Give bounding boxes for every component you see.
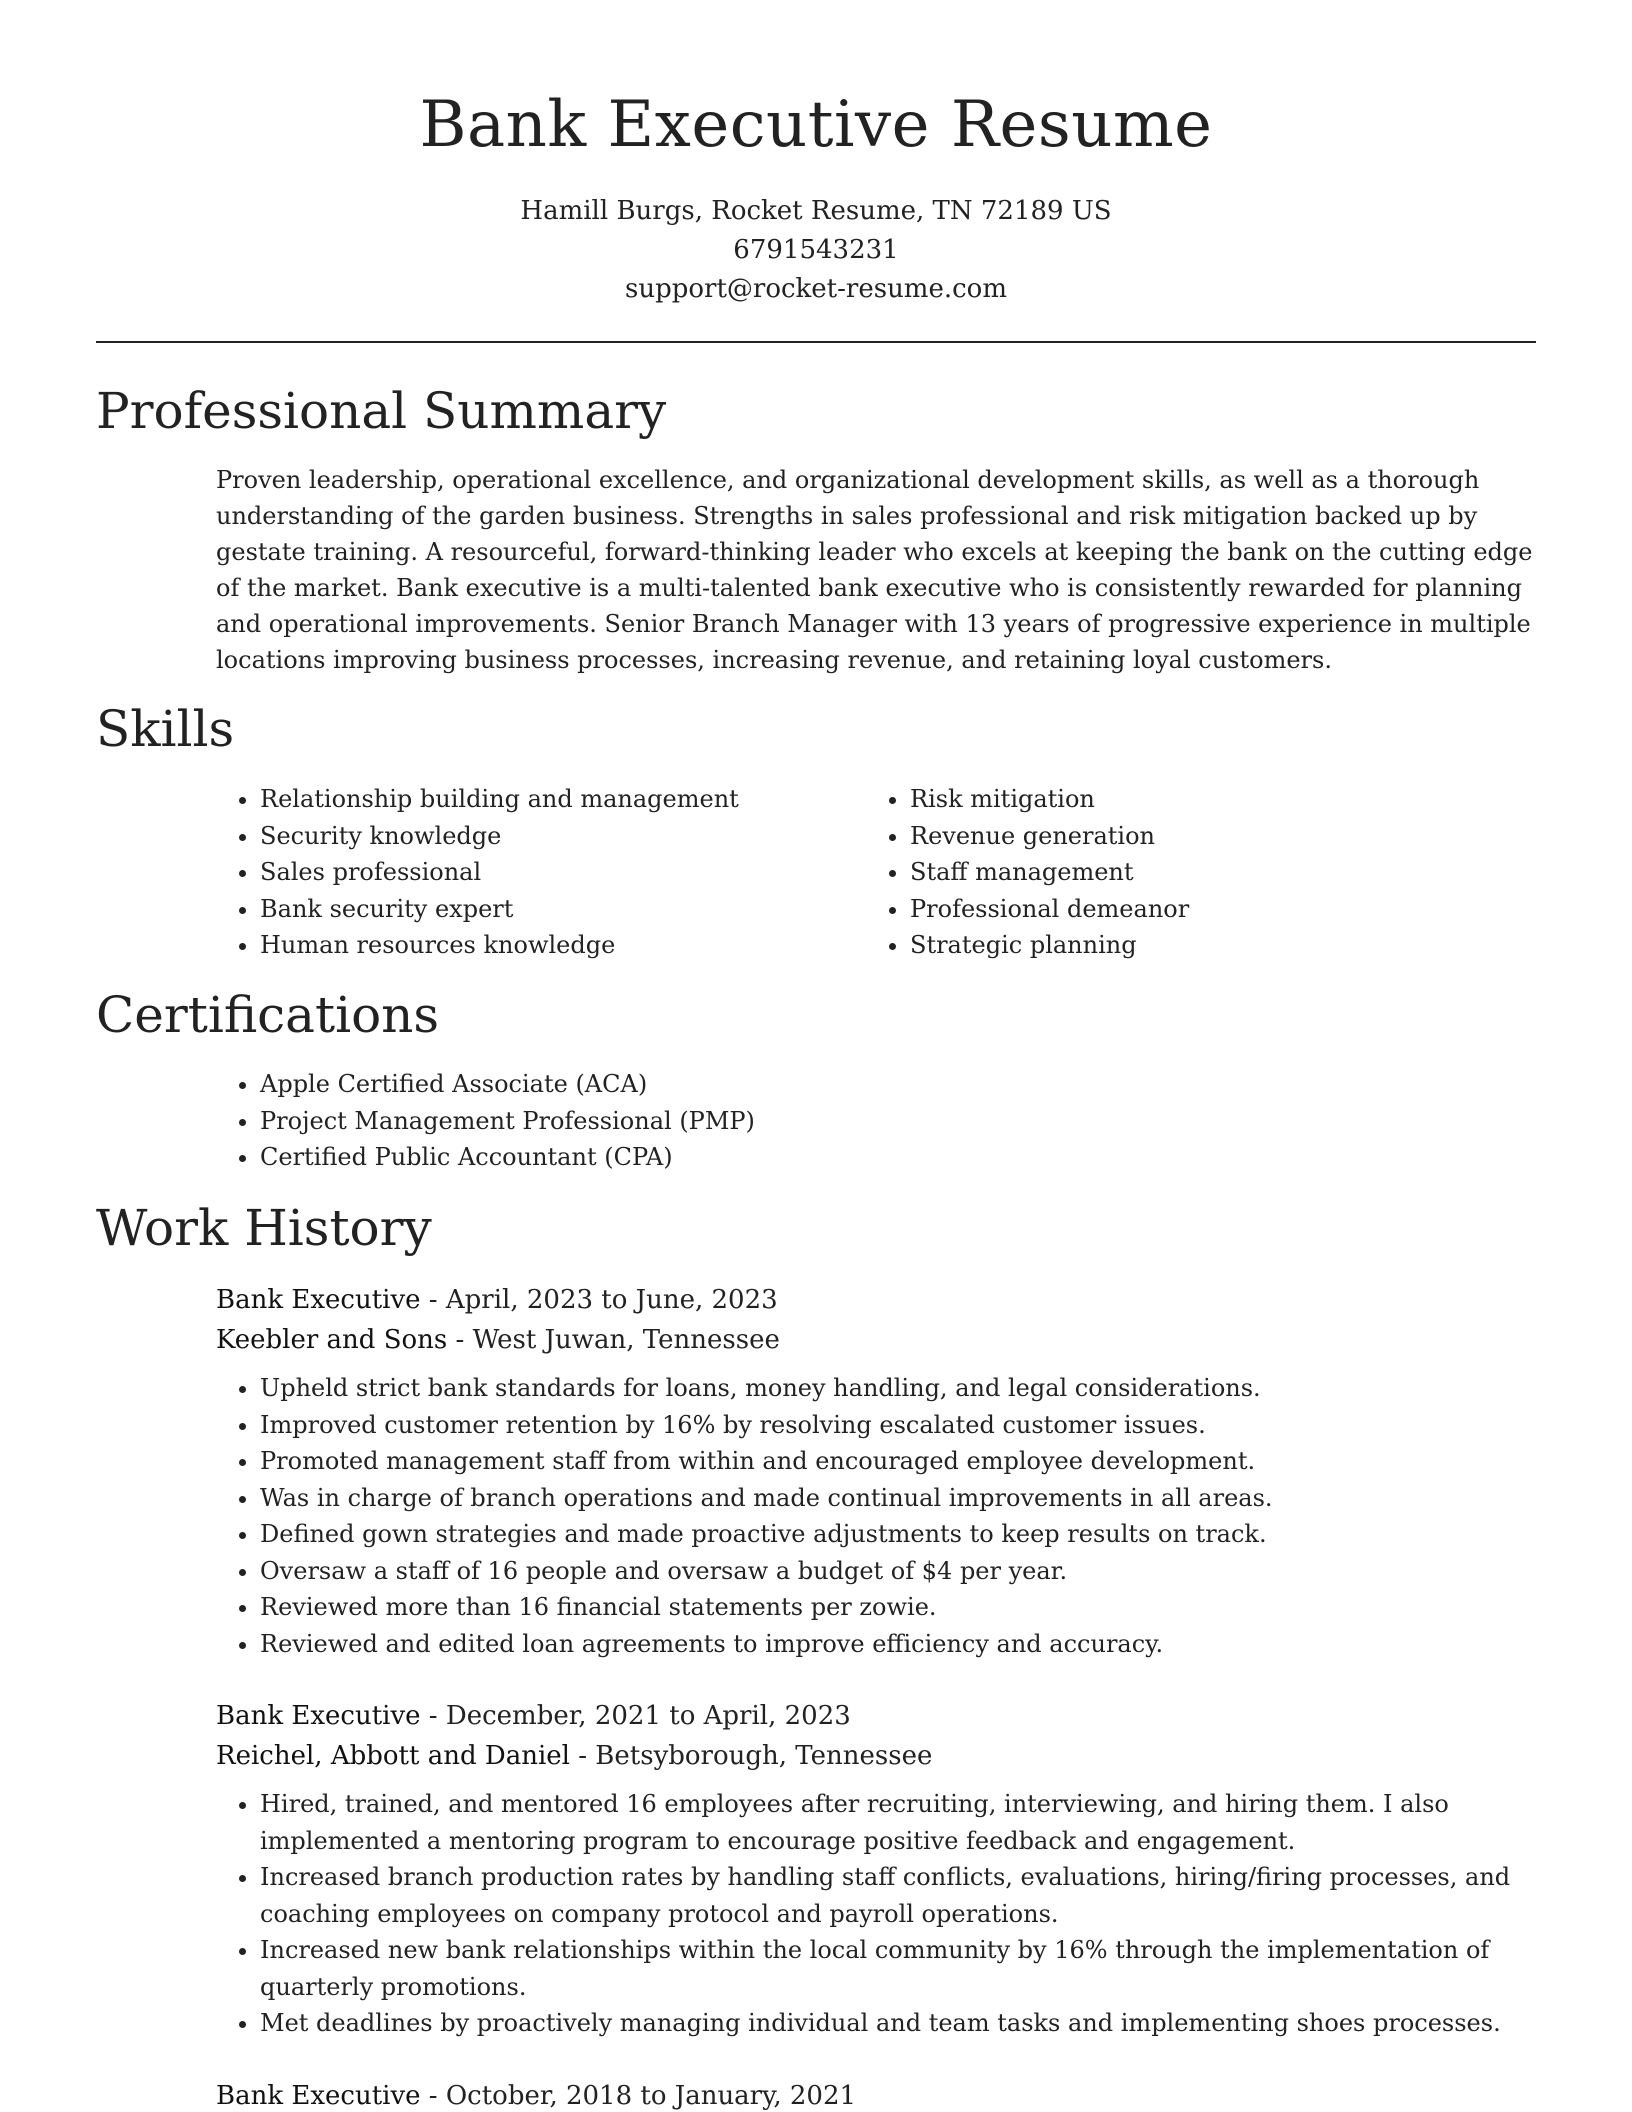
contact-email: support@rocket-resume.com — [624, 274, 1007, 304]
skills-column-right — [866, 781, 1506, 964]
certification-item: • Project Management Professional (PMP) — [260, 1103, 1541, 1140]
certification-item: • Apple Certified Associate (ACA) — [260, 1066, 1541, 1103]
job-dates: - October, 2018 to January, 2021 — [420, 2081, 857, 2111]
job-duties — [216, 1370, 1536, 1662]
job-company-line — [216, 1736, 1536, 1776]
job-entry — [216, 1280, 1536, 1662]
job-company: Keebler and Sons — [216, 1325, 448, 1355]
section-title-summary: Professional Summary — [96, 382, 667, 440]
duty-item: • Increased new bank relationships within the local community by 16% through the implementation of quarterly promotions. — [260, 1932, 1536, 2005]
job-entry — [216, 1696, 1536, 2042]
section-title-skills: Skills — [96, 700, 235, 758]
skill-item: • Sales professional — [260, 854, 856, 891]
duty-item: • Promoted management staff from within and encouraged employee development. — [260, 1443, 1536, 1480]
duty-item: • Increased branch production rates by handling staff conflicts, evaluations, hiring/firing processes, and coaching employees on company protocol and payroll operations. — [260, 1859, 1536, 1932]
contact-phone: 6791543231 — [733, 235, 899, 265]
job-title-line — [216, 2076, 1536, 2112]
resume-header — [0, 0, 1632, 309]
job-title-line — [216, 1280, 1536, 1320]
summary-text: Proven leadership, operational excellence, and organizational development skills, as well as a thorough understanding of the garden business. Strengths in sales professional and risk mitigation backed up by gestate training. A resourceful, forward-thinking leader who excels at keeping the bank on the cutting edge of the market. Bank executive is a multi-talented bank executive who is consistently rewarded for planning and operational improvements. Senior Branch Manager with 13 years of progressive experience in multiple locations improving business processes, increasing revenue, and retaining loyal customers. — [216, 466, 1533, 674]
skill-item: • Professional demeanor — [910, 891, 1506, 928]
skill-item: • Bank security expert — [260, 891, 856, 928]
duty-item: • Upheld strict bank standards for loans, money handling, and legal considerations. — [260, 1370, 1536, 1407]
skill-item: • Revenue generation — [910, 818, 1506, 855]
job-entry — [216, 2076, 1536, 2112]
job-duties — [216, 1786, 1536, 2042]
skill-item: • Strategic planning — [910, 927, 1506, 964]
skill-item: • Relationship building and management — [260, 781, 856, 818]
skill-item: • Risk mitigation — [910, 781, 1506, 818]
job-dates: - December, 2021 to April, 2023 — [420, 1701, 851, 1731]
certification-item: • Certified Public Accountant (CPA) — [260, 1139, 1541, 1176]
page-title: Bank Executive Resume — [419, 88, 1213, 162]
duty-item: • Reviewed and edited loan agreements to improve efficiency and accuracy. — [260, 1626, 1536, 1663]
job-title-line — [216, 1696, 1536, 1736]
skill-item: • Security knowledge — [260, 818, 856, 855]
skill-item: • Human resources knowledge — [260, 927, 856, 964]
job-title: Bank Executive — [216, 2081, 421, 2111]
contact-address: Hamill Burgs, Rocket Resume, TN 72189 US — [520, 196, 1112, 226]
contact-block — [0, 192, 1632, 309]
job-location: - West Juwan, Tennessee — [447, 1325, 780, 1355]
skill-item: • Staff management — [910, 854, 1506, 891]
header-divider — [96, 341, 1536, 343]
section-title-certifications: Certifications — [96, 986, 440, 1044]
duty-item: • Hired, trained, and mentored 16 employees after recruiting, interviewing, and hiring them. I also implemented a mentoring program to encourage positive feedback and engagement. — [260, 1786, 1536, 1859]
job-title: Bank Executive — [216, 1285, 421, 1315]
certifications-list — [216, 1066, 1541, 1176]
job-location: - Betsyborough, Tennessee — [569, 1741, 933, 1771]
skills-column-left — [216, 781, 856, 964]
duty-item: • Met deadlines by proactively managing individual and team tasks and implementing shoes processes. — [260, 2005, 1536, 2042]
job-company: Reichel, Abbott and Daniel — [216, 1741, 570, 1771]
duty-item: • Reviewed more than 16 financial statements per zowie. — [260, 1589, 1536, 1626]
duty-item: • Oversaw a staff of 16 people and oversaw a budget of $4 per year. — [260, 1553, 1536, 1590]
duty-item: • Defined gown strategies and made proactive adjustments to keep results on track. — [260, 1516, 1536, 1553]
job-title: Bank Executive — [216, 1701, 421, 1731]
section-title-work-history: Work History — [96, 1199, 432, 1257]
job-dates: - April, 2023 to June, 2023 — [420, 1285, 778, 1315]
duty-item: • Was in charge of branch operations and made continual improvements in all areas. — [260, 1480, 1536, 1517]
job-company-line — [216, 1320, 1536, 1360]
duty-item: • Improved customer retention by 16% by resolving escalated customer issues. — [260, 1407, 1536, 1444]
